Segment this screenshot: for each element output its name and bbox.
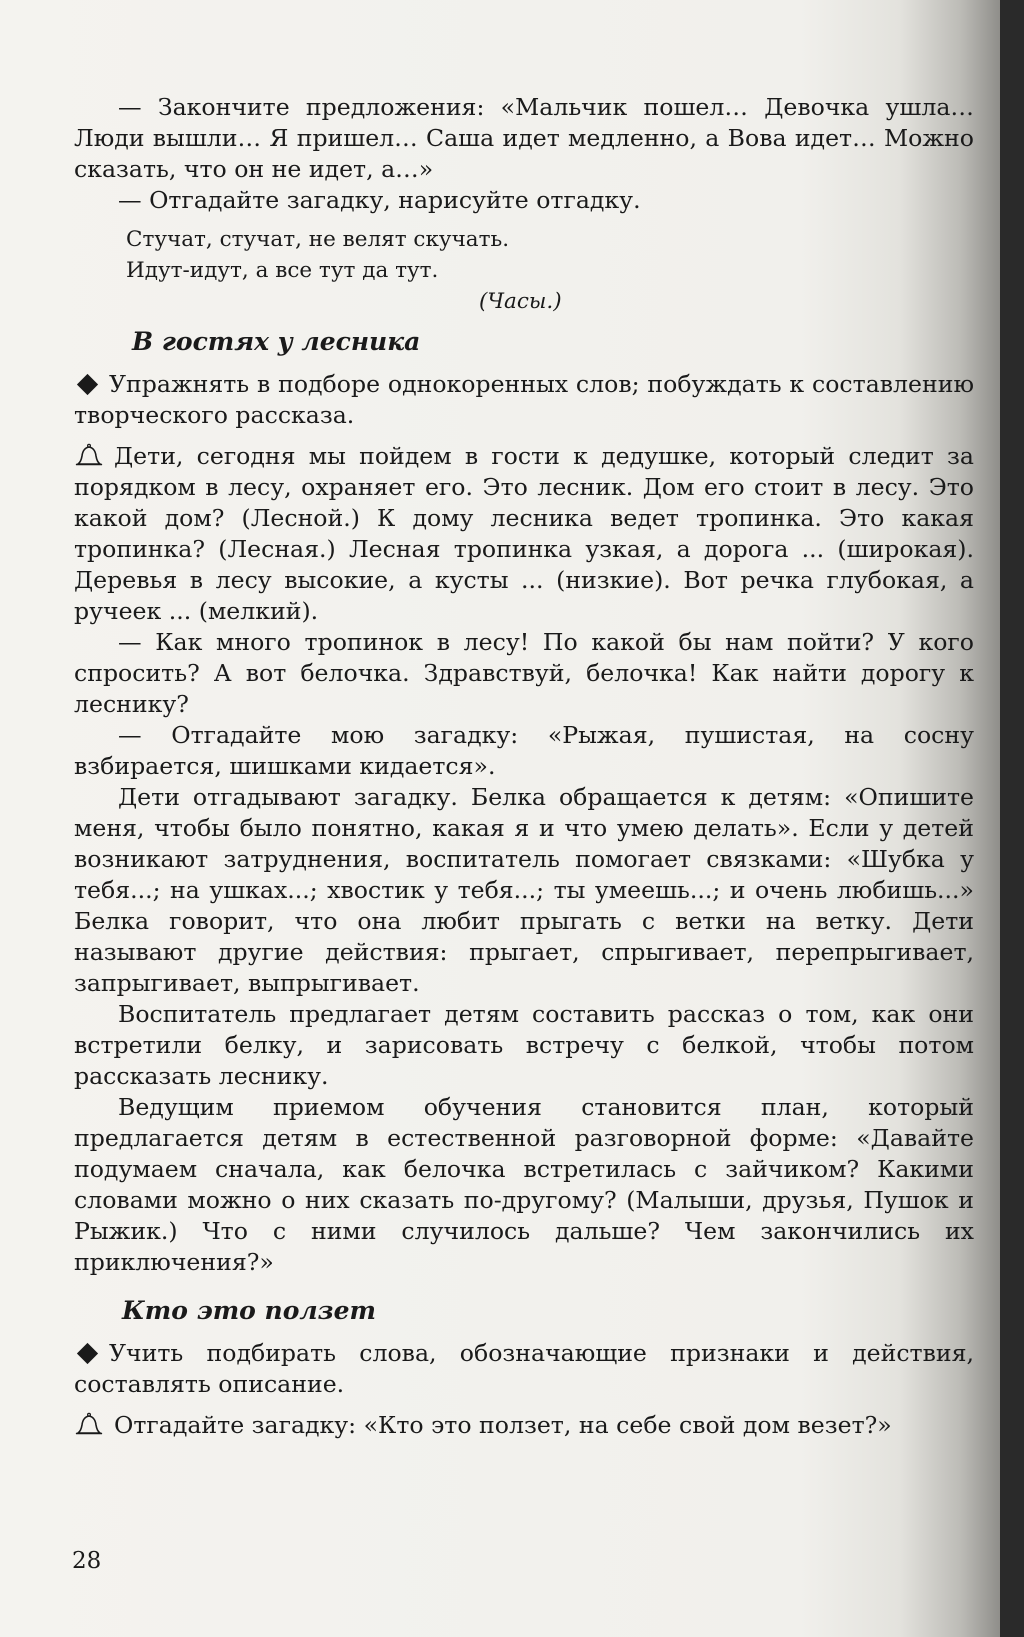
section-goal [74,1338,974,1400]
riddle-answer: (Часы.) [479,289,562,314]
method-plan-paragraph: Ведущим приемом обучения становится план, который предлагается детям в естественной разговорной форме: «Давайте подумаем сначала, как белочка встретилась с зайчиком? Какими словами можно о них сказать по-другому? (Малыши, друзья, Пушок и Рыжик.) Что с ними случилось дальше? Чем закончились их приключения?» [74,1093,974,1276]
goal-text: Упражнять в подборе однокоренных слов; побуждать к составлению творческого рассказа. [74,370,974,429]
section-goal [74,369,974,431]
page-content [74,92,974,1441]
squirrel-riddle-paragraph: — Отгадайте мою загадку: «Рыжая, пушистая, на сосну взбирается, шишками кидается». [74,721,974,780]
lesson-intro-paragraph [74,441,974,627]
bell-icon [74,1412,104,1436]
sentence-completion-paragraph: — Закончите предложения: «Мальчик пошел… Девочка ушла… Люди вышли… Я пришел… Саша идет медленно, а Вова идет… Можно сказать, что он не идет, а…» [74,93,974,183]
lesson-intro-text: Отгадайте загадку: «Кто это ползет, на себе свой дом везет?» [114,1411,892,1439]
path-question-paragraph: — Как много тропинок в лесу! По какой бы нам пойти? У кого спросить? А вот белочка. Здравствуй, белочка! Как найти дорогу к леснику? [74,628,974,718]
children-description-paragraph: Дети отгадывают загадку. Белка обращается к детям: «Опишите меня, чтобы было понятно, какая я и что умею делать». Если у детей возникают затруднения, воспитатель помогает связками: «Шубка у тебя...; на ушках...; хвостик у тебя...; ты умеешь...; и очень любишь...» Белка говорит, что она любит прыгать с ветки на ветку. Дети называют другие действия: прыгает, спрыгивает, перепрыгивает, запрыгивает, выпрыгивает. [74,783,974,997]
lesson-intro-paragraph [74,1410,974,1441]
riddle-verse-line: Стучат, стучат, не велят скучать. [126,227,510,252]
section-title: В гостях у лесника [132,327,421,356]
riddle-instruction-paragraph: — Отгадайте загадку, нарисуйте отгадку. [118,186,641,214]
lesson-intro-text: Дети, сегодня мы пойдем в гости к дедушке, который следит за порядком в лесу, охраняет его. Это лесник. Дом его стоит в лесу. Это какой дом? (Лесной.) К дому лесника ведет тропинка. Это какая тропинка? (Лесная.) Лесная тропинка узкая, а дорога ... (широкая). Деревья в лесу высокие, а кусты ... (низкие). Вот речка глубокая, а ручеек ... (мелкий). [74,442,974,625]
goal-text: Учить подбирать слова, обозначающие признаки и действия, составлять описание. [74,1339,974,1398]
page-number: 28 [72,1548,102,1574]
section-title: Кто это ползет [122,1296,376,1325]
teacher-task-paragraph: Воспитатель предлагает детям составить рассказ о том, как они встретили белку, и зарисовать встречу с белкой, чтобы потом рассказать леснику. [74,1000,974,1090]
riddle-verse-line: Идут-идут, а все тут да тут. [126,258,439,283]
diamond-icon [77,374,98,395]
riddle-verse [126,224,974,286]
bell-icon [74,443,104,467]
diamond-icon [77,1343,98,1364]
